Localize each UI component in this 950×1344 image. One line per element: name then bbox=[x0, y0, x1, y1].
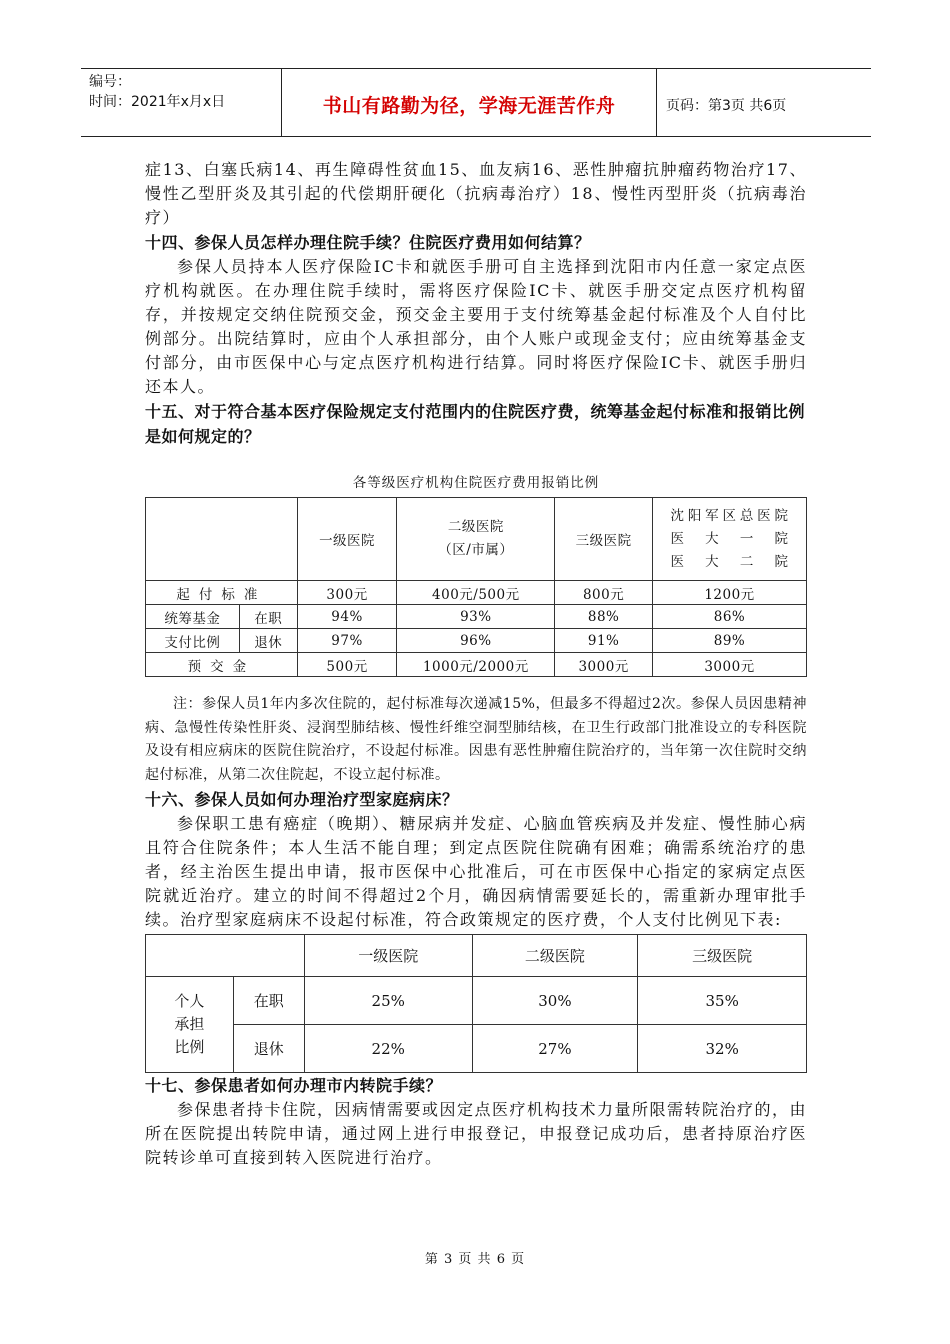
table-cell: 27% bbox=[472, 1025, 638, 1073]
table-cell: 32% bbox=[638, 1025, 807, 1073]
table-cell: 35% bbox=[638, 977, 807, 1025]
table-cell: 86% bbox=[653, 605, 807, 629]
label-line: 个人 bbox=[174, 992, 205, 1010]
table-row bbox=[146, 977, 807, 1025]
header-line: 二级医院 bbox=[447, 519, 504, 535]
page-footer: 第 3 页 共 6 页 bbox=[424, 1252, 526, 1267]
row-label: 支付比例 bbox=[146, 629, 240, 653]
table-header: 一级医院 bbox=[297, 498, 397, 581]
table-header bbox=[397, 498, 555, 581]
table-cell: 93% bbox=[397, 605, 555, 629]
table-cell-empty bbox=[146, 498, 298, 581]
table-cell: 1000元/2000元 bbox=[397, 653, 555, 677]
header-meta bbox=[89, 69, 275, 136]
table-cell: 89% bbox=[653, 629, 807, 653]
date-label: 时间：2021年x月x日 bbox=[89, 94, 226, 110]
home-bed-table bbox=[145, 934, 807, 1073]
row-label: 预交金 bbox=[146, 653, 298, 677]
header-motto: 书山有路勤为径，学海无涯苦作舟 bbox=[322, 95, 616, 117]
header-line: 医大一院 bbox=[670, 530, 789, 547]
label-line: 承担 bbox=[174, 1015, 205, 1033]
paragraph-17: 参保患者持卡住院，因病情需要或因定点医疗机构技术力量所限需转院治疗的，由所在医院提出转院申请，通过网上进行申报登记，申报登记成功后，患者持原治疗医院转诊单可直接到转入医院进行治疗。 bbox=[145, 1100, 808, 1167]
sub-label: 在职 bbox=[239, 605, 297, 629]
document-body bbox=[145, 158, 807, 1170]
sub-label: 退休 bbox=[233, 1025, 304, 1073]
table-cell: 800元 bbox=[555, 581, 653, 605]
table-cell: 94% bbox=[297, 605, 397, 629]
table-cell: 91% bbox=[555, 629, 653, 653]
header-line: （区/市属） bbox=[438, 542, 514, 558]
table1-caption: 各等级医疗机构住院医疗费用报销比例 bbox=[352, 475, 600, 491]
table-row bbox=[146, 1025, 807, 1073]
row-label: 起付标准 bbox=[146, 581, 298, 605]
header-line: 医大二院 bbox=[670, 553, 789, 570]
table-row bbox=[146, 653, 807, 677]
table-cell: 3000元 bbox=[653, 653, 807, 677]
table-cell: 30% bbox=[472, 977, 638, 1025]
table-cell: 1200元 bbox=[653, 581, 807, 605]
table-row bbox=[146, 605, 807, 629]
header-divider bbox=[656, 69, 657, 136]
table-cell: 3000元 bbox=[555, 653, 653, 677]
table-cell: 97% bbox=[297, 629, 397, 653]
header-page-info: 页码：第3页 共6页 bbox=[666, 98, 787, 114]
heading-17: 十七、参保患者如何办理市内转院手续？ bbox=[145, 1076, 443, 1095]
table-note: 注：参保人员1年内多次住院的，起付标准每次递减15%，但最多不得超过2次。参保人员因患精神病、急慢性传染性肝炎、浸润型肺结核、慢性纤维空洞型肺结核，在卫生行政部门批准设立的专科医院及设有相应病床的医院住院治疗，不设起付标准。因患有恶性肿瘤住院治疗的，当年第一次住院时交纳起付标准，从第二次住院起，不设立起付标准。 bbox=[145, 696, 807, 783]
paragraph-16: 参保职工患有癌症（晚期）、糖尿病并发症、心脑血管疾病及并发症、慢性肺心病且符合住院条件；本人生活不能自理；到定点医院住院确有困难；确需系统治疗的患者，经主治医生提出申请，报市医保中心批准后，可在市医保中心指定的家病定点医院就近治疗。建立的时间不得超过2个月，确因病情需要延长的，需重新办理审批手续。治疗型家庭病床不设起付标准，符合政策规定的医疗费，个人支付比例见下表: bbox=[145, 814, 807, 929]
sub-label: 退休 bbox=[239, 629, 297, 653]
paragraph-14: 参保人员持本人医疗保险IC卡和就医手册可自主选择到沈阳市内任意一家定点医疗机构就医。在办理住院手续时，需将医疗保险IC卡、就医手册交定点医疗机构留存，并按规定交纳住院预交金，预交金主要用于支付统筹基金起付标准及个人自付比例部分。出院结算时，应由个人承担部分，由个人账户或现金支付；应由统筹基金支付部分，由市医保中心与定点医疗机构进行结算。同时将医疗保险IC卡、就医手册归还本人。 bbox=[145, 257, 807, 396]
number-label: 编号： bbox=[89, 74, 131, 90]
table-header: 二级医院 bbox=[472, 935, 638, 977]
row-label: 统筹基金 bbox=[146, 605, 240, 629]
table-cell: 500元 bbox=[297, 653, 397, 677]
table-header: 一级医院 bbox=[304, 935, 472, 977]
table-row bbox=[146, 498, 807, 581]
table-cell: 300元 bbox=[297, 581, 397, 605]
table-row bbox=[146, 935, 807, 977]
table-cell: 88% bbox=[555, 605, 653, 629]
table-cell: 96% bbox=[397, 629, 555, 653]
heading-14: 十四、参保人员怎样办理住院手续？住院医疗费用如何结算？ bbox=[145, 233, 591, 252]
table-cell: 25% bbox=[304, 977, 472, 1025]
header-line: 沈阳军区总医院 bbox=[670, 507, 789, 524]
page-header bbox=[81, 68, 871, 137]
table-header: 三级医院 bbox=[555, 498, 653, 581]
heading-16: 十六、参保人员如何办理治疗型家庭病床？ bbox=[145, 790, 459, 809]
table-cell: 22% bbox=[304, 1025, 472, 1073]
table-row bbox=[146, 629, 807, 653]
sub-label: 在职 bbox=[233, 977, 304, 1025]
paragraph-continued: 症13、白塞氏病14、再生障碍性贫血15、血友病16、恶性肿瘤抗肿瘤药物治疗17、慢性乙型肝炎及其引起的代偿期肝硬化（抗病毒治疗）18、慢性丙型肝炎（抗病毒治疗） bbox=[145, 160, 807, 227]
table-cell-empty bbox=[146, 935, 305, 977]
reimbursement-table bbox=[145, 497, 807, 677]
row-label bbox=[146, 977, 234, 1073]
label-line: 比例 bbox=[174, 1038, 205, 1056]
heading-15: 十五、对于符合基本医疗保险规定支付范围内的住院医疗费，统筹基金起付标准和报销比例是如何规定的？ bbox=[145, 402, 806, 446]
table-header: 三级医院 bbox=[638, 935, 807, 977]
table-row bbox=[146, 581, 807, 605]
table-cell: 400元/500元 bbox=[397, 581, 555, 605]
table-header bbox=[653, 498, 807, 581]
